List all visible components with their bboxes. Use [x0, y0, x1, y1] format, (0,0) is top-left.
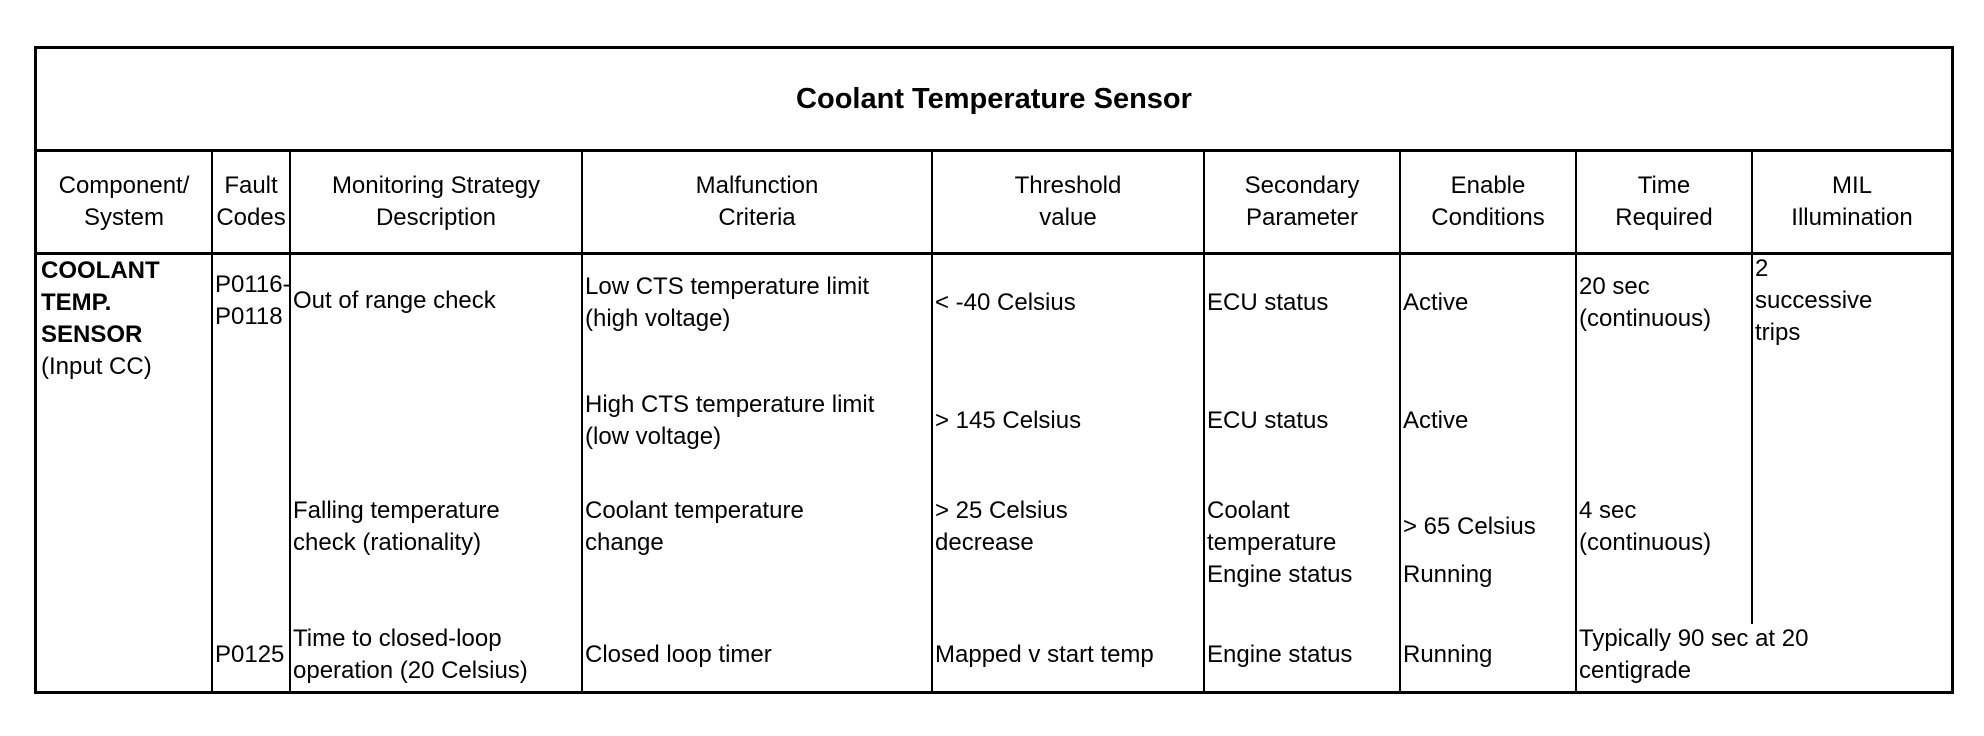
row-2-secondary: ECU status	[1207, 407, 1329, 434]
column-divider	[931, 152, 933, 691]
row-1-fault-codes: P0116- P0118	[215, 271, 291, 330]
header-malfunction: Malfunction Criteria	[695, 172, 819, 231]
coolant-sensor-table	[34, 46, 1954, 694]
column-divider	[1399, 152, 1401, 691]
row-3-time: 4 sec (continuous)	[1579, 497, 1712, 556]
table-title: Coolant Temperature Sensor	[37, 49, 1951, 152]
row-3-malfunction: Coolant temperature change	[585, 497, 804, 556]
row-4-fault-codes: P0125	[215, 641, 285, 668]
row-2-malfunction: High CTS temperature limit (low voltage)	[585, 391, 875, 450]
row-1-monitoring: Out of range check	[293, 287, 496, 314]
column-divider	[289, 152, 291, 691]
row-4-enable: Running	[1403, 641, 1493, 668]
row-3-secondary: Coolant temperature Engine status	[1207, 497, 1353, 588]
header-component: Component/ System	[58, 172, 190, 231]
header-enable: Enable Conditions	[1431, 172, 1545, 231]
column-divider	[211, 152, 213, 691]
row-1-secondary: ECU status	[1207, 289, 1329, 316]
column-divider	[581, 152, 583, 691]
header-mil: MIL Illumination	[1791, 172, 1913, 231]
header-row	[37, 152, 1951, 255]
header-threshold: Threshold value	[1014, 172, 1122, 231]
column-divider	[1203, 152, 1205, 691]
header-monitoring: Monitoring Strategy Description	[331, 172, 541, 231]
row-1-threshold: < -40 Celsius	[935, 289, 1076, 316]
header-time: Time Required	[1615, 172, 1713, 231]
component-cell: COOLANT TEMP. SENSOR (Input CC)	[41, 257, 160, 380]
row-3-enable-running: Running	[1403, 561, 1493, 588]
row-4-time: Typically 90 sec at 20 centigrade	[1579, 625, 1809, 684]
row-4-malfunction: Closed loop timer	[585, 641, 772, 668]
row-3-monitoring: Falling temperature check (rationality)	[293, 497, 500, 556]
row-3-enable-temp: > 65 Celsius	[1403, 513, 1536, 540]
row-4-monitoring: Time to closed-loop operation (20 Celsius)	[293, 625, 528, 684]
row-1-malfunction: Low CTS temperature limit (high voltage)	[585, 273, 870, 332]
row-3-threshold: > 25 Celsius decrease	[935, 497, 1068, 556]
row-4-threshold: Mapped v start temp	[935, 641, 1154, 668]
row-1-enable: Active	[1403, 289, 1469, 316]
row-2-threshold: > 145 Celsius	[935, 407, 1082, 434]
row-4-secondary: Engine status	[1207, 641, 1353, 668]
header-secondary: Secondary Parameter	[1244, 172, 1360, 231]
row-2-enable: Active	[1403, 407, 1469, 434]
column-divider	[1751, 152, 1753, 624]
header-fault-codes: Fault Codes	[216, 172, 286, 231]
column-divider	[1575, 152, 1577, 691]
row-1-mil: 2 successive trips	[1755, 255, 1873, 346]
row-1-time: 20 sec (continuous)	[1579, 273, 1712, 332]
